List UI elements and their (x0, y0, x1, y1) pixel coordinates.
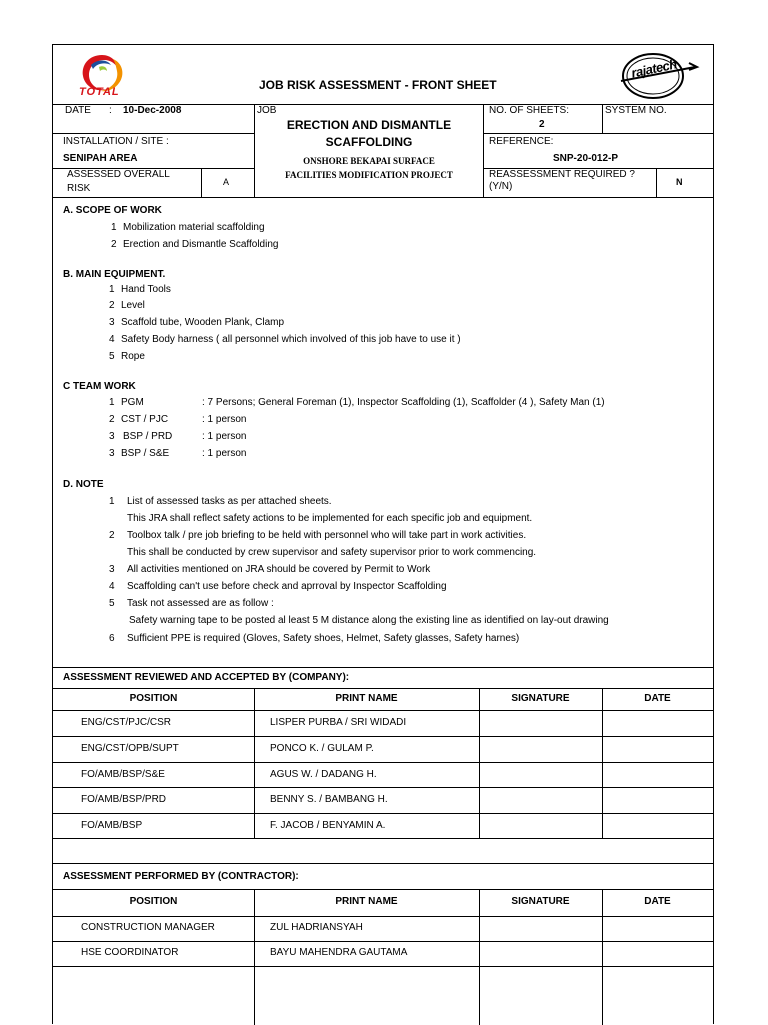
date-separator: : (109, 105, 112, 116)
contractor-col-date: DATE (644, 896, 671, 907)
team-item-role: CST / PJC (121, 414, 169, 425)
company-row-position: ENG/CST/OPB/SUPT (81, 743, 179, 754)
team-item-role: PGM (121, 397, 144, 408)
team-item-num: 1 (109, 397, 115, 408)
job-label: JOB (257, 105, 277, 116)
reference-label: REFERENCE: (489, 136, 554, 147)
contractor-col-signature: SIGNATURE (511, 896, 570, 907)
company-row-name: BENNY S. / BAMBANG H. (270, 794, 388, 805)
equipment-item-text: Safety Body harness ( all personnel which involved of this job have to use it ) (121, 334, 461, 345)
note-num: 3 (109, 564, 115, 575)
scope-item-text: Mobilization material scaffolding (123, 222, 265, 233)
contractor-row-position: HSE COORDINATOR (81, 947, 179, 958)
team-item-desc: : 7 Persons; General Foreman (1), Inspector Scaffolding (1), Scaffolder (4 ), Safety Man (1) (202, 397, 605, 408)
company-row-position: FO/AMB/BSP/S&E (81, 769, 165, 780)
equipment-item-text: Scaffold tube, Wooden Plank, Clamp (121, 317, 285, 328)
note-num: 2 (109, 530, 115, 541)
team-heading: C TEAM WORK (63, 381, 136, 392)
company-row-name: AGUS W. / DADANG H. (270, 769, 377, 780)
equipment-item-num: 3 (109, 317, 115, 328)
installation-label: INSTALLATION / SITE : (63, 136, 169, 147)
note-text: Safety warning tape to be posted al least 5 M distance along the existing line as identified on lay-out drawing (129, 615, 609, 626)
reference-value: SNP-20-012-P (553, 153, 619, 164)
equipment-heading: B. MAIN EQUIPMENT. (63, 269, 166, 280)
equipment-item-text: Level (121, 300, 145, 311)
note-heading: D. NOTE (63, 479, 104, 490)
company-row-name: LISPER PURBA / SRI WIDADI (270, 717, 407, 728)
system-label: SYSTEM NO. (605, 105, 667, 116)
scope-heading: A. SCOPE OF WORK (63, 205, 162, 216)
note-text: List of assessed tasks as per attached sheets. (127, 496, 332, 507)
reassess-label-line1: REASSESSMENT REQUIRED ? (489, 169, 635, 180)
job-subtitle-line2: FACILITIES MODIFICATION PROJECT (285, 170, 453, 180)
contractor-heading: ASSESSMENT PERFORMED BY (CONTRACTOR): (63, 871, 299, 882)
note-text: This shall be conducted by crew supervisor and safety supervisor prior to work commencing. (127, 547, 537, 558)
reassess-value: N (676, 177, 683, 187)
risk-value: A (223, 177, 230, 187)
rajatech-logo (615, 51, 701, 101)
installation-value: SENIPAH AREA (63, 153, 138, 164)
date-label: DATE (65, 105, 91, 116)
job-title-line1: ERECTION AND DISMANTLE (286, 118, 452, 132)
contractor-col-name: PRINT NAME (335, 896, 398, 907)
team-item-num: 3 (109, 448, 115, 459)
contractor-row-name: BAYU MAHENDRA GAUTAMA (270, 947, 408, 958)
note-text: All activities mentioned on JRA should be covered by Permit to Work (127, 564, 431, 575)
scope-item-text: Erection and Dismantle Scaffolding (123, 239, 279, 250)
equipment-item-text: Hand Tools (121, 284, 171, 295)
reassess-label-line2: (Y/N) (489, 181, 513, 192)
company-col-signature: SIGNATURE (511, 693, 570, 704)
note-text: This JRA shall reflect safety actions to be implemented for each specific job and equipment. (127, 513, 533, 524)
company-row-name: F. JACOB / BENYAMIN A. (270, 820, 386, 831)
equipment-item-num: 1 (109, 284, 115, 295)
sheets-value: 2 (539, 119, 545, 130)
form-title: JOB RISK ASSESSMENT - FRONT SHEET (259, 78, 497, 92)
company-row-position: ENG/CST/PJC/CSR (81, 717, 172, 728)
team-item-num: 2 (109, 414, 115, 425)
team-item-role: BSP / PRD (123, 431, 173, 442)
equipment-item-num: 2 (109, 300, 115, 311)
risk-label-line1: ASSESSED OVERALL (67, 169, 170, 180)
company-row-name: PONCO K. / GULAM P. (270, 743, 374, 754)
contractor-col-position: POSITION (129, 896, 178, 907)
job-title-line2: SCAFFOLDING (325, 135, 413, 149)
note-text: Scaffolding can't use before check and aprroval by Inspector Scaffolding (127, 581, 447, 592)
team-item-role: BSP / S&E (121, 448, 170, 459)
team-item-desc: : 1 person (202, 448, 247, 459)
total-logo-text: TOTAL (79, 86, 120, 98)
note-text: Sufficient PPE is required (Gloves, Safety shoes, Helmet, Safety glasses, Safety harnes) (127, 633, 520, 644)
team-item-num: 3 (109, 431, 115, 442)
company-row-position: FO/AMB/BSP (81, 820, 143, 831)
company-heading: ASSESSMENT REVIEWED AND ACCEPTED BY (COMPANY): (63, 672, 350, 683)
rajatech-logo-icon (615, 51, 701, 101)
note-text: Toolbox talk / pre job briefing to be held with personnel who will take part in work activities. (127, 530, 527, 541)
scope-item-num: 1 (111, 222, 117, 233)
rajatech-logo-text: rajatech (629, 56, 678, 81)
note-num: 6 (109, 633, 115, 644)
total-logo (69, 49, 135, 99)
equipment-item-text: Rope (121, 351, 145, 362)
team-item-desc: : 1 person (202, 414, 247, 425)
note-num: 4 (109, 581, 115, 592)
company-col-position: POSITION (129, 693, 178, 704)
note-num: 5 (109, 598, 115, 609)
contractor-row-name: ZUL HADRIANSYAH (270, 922, 363, 933)
scope-item-num: 2 (111, 239, 117, 250)
contractor-row-position: CONSTRUCTION MANAGER (81, 922, 215, 933)
company-col-name: PRINT NAME (335, 693, 398, 704)
note-text: Task not assessed are as follow : (127, 598, 274, 609)
note-num: 1 (109, 496, 115, 507)
equipment-item-num: 5 (109, 351, 115, 362)
team-item-desc: : 1 person (202, 431, 247, 442)
company-row-position: FO/AMB/BSP/PRD (81, 794, 167, 805)
job-subtitle-line1: ONSHORE BEKAPAI SURFACE (303, 156, 435, 166)
equipment-item-num: 4 (109, 334, 115, 345)
risk-label-line2: RISK (67, 183, 91, 194)
date-value: 10-Dec-2008 (123, 105, 182, 116)
form-sheet (52, 44, 714, 1024)
sheets-label: NO. OF SHEETS: (489, 105, 570, 116)
company-col-date: DATE (644, 693, 671, 704)
